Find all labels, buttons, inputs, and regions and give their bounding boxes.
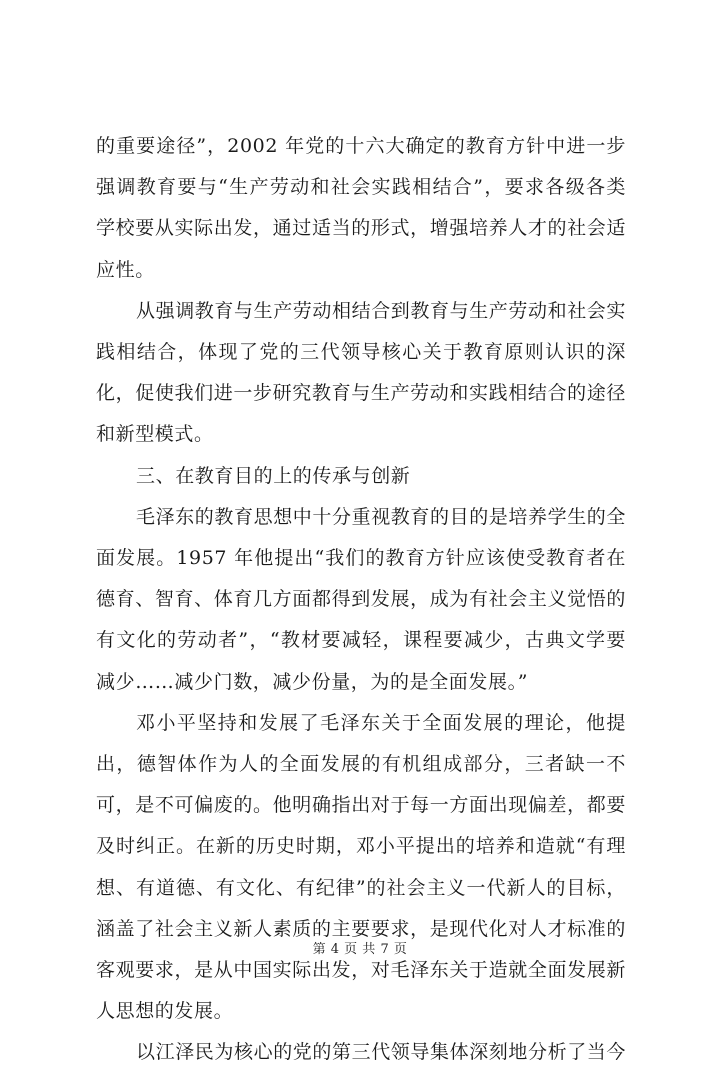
section-heading: 三、在教育目的上的传承与创新 xyxy=(136,464,411,487)
paragraph-deng-development: 邓小平坚持和发展了毛泽东关于全面发展的理论，他提出，德智体作为人的全面发展的有机组成部分，三者缺一不可，是不可偏废的。他明确指出对于每一方面出现偏差，都要及时纠正。在新的历史时期，邓小平提出的培养和造就“有理想、有道德、有文化、有纪律”的社会主义一代新人的目标，涵盖了社会主义新人素质的主要要求，是现代化对人才标准的客观要求，是从中国实际出发，对毛泽东关于造就全面发展新人思想的发展。 xyxy=(96,711,626,1023)
page-footer: 第 4 页 共 7 页 xyxy=(312,942,408,957)
paragraph-continuation: 的重要途径”，2002 年党的十六大确定的教育方针中进一步强调教育要与“生产劳动和社会实践相结合”，要求各级各类学校要从实际出发，通过适当的形式，增强培养人才的社会适应性。 xyxy=(96,135,626,281)
paragraph-jiang-leadership: 以江泽民为核心的党的第三代领导集体深刻地分析了当今 xyxy=(136,1041,627,1064)
paragraph-mao-education: 毛泽东的教育思想中十分重视教育的目的是培养学生的全面发展。1957 年他提出“我们的教育方针应该使受教育者在德育、智育、体育几方面都得到发展，成为有社会主义觉悟的有文化的劳动者”，“教材要减轻，课程要减少，古典文学要减少……减少门数，减少份量，为的是全面发展。” xyxy=(96,505,627,693)
document-body xyxy=(96,126,626,1074)
paragraph-practice-combination: 从强调教育与生产劳动相结合到教育与生产劳动和社会实践相结合，体现了党的三代领导核心关于教育原则认识的深化，促使我们进一步研究教育与生产劳动和实践相结合的途径和新型模式。 xyxy=(96,299,627,446)
